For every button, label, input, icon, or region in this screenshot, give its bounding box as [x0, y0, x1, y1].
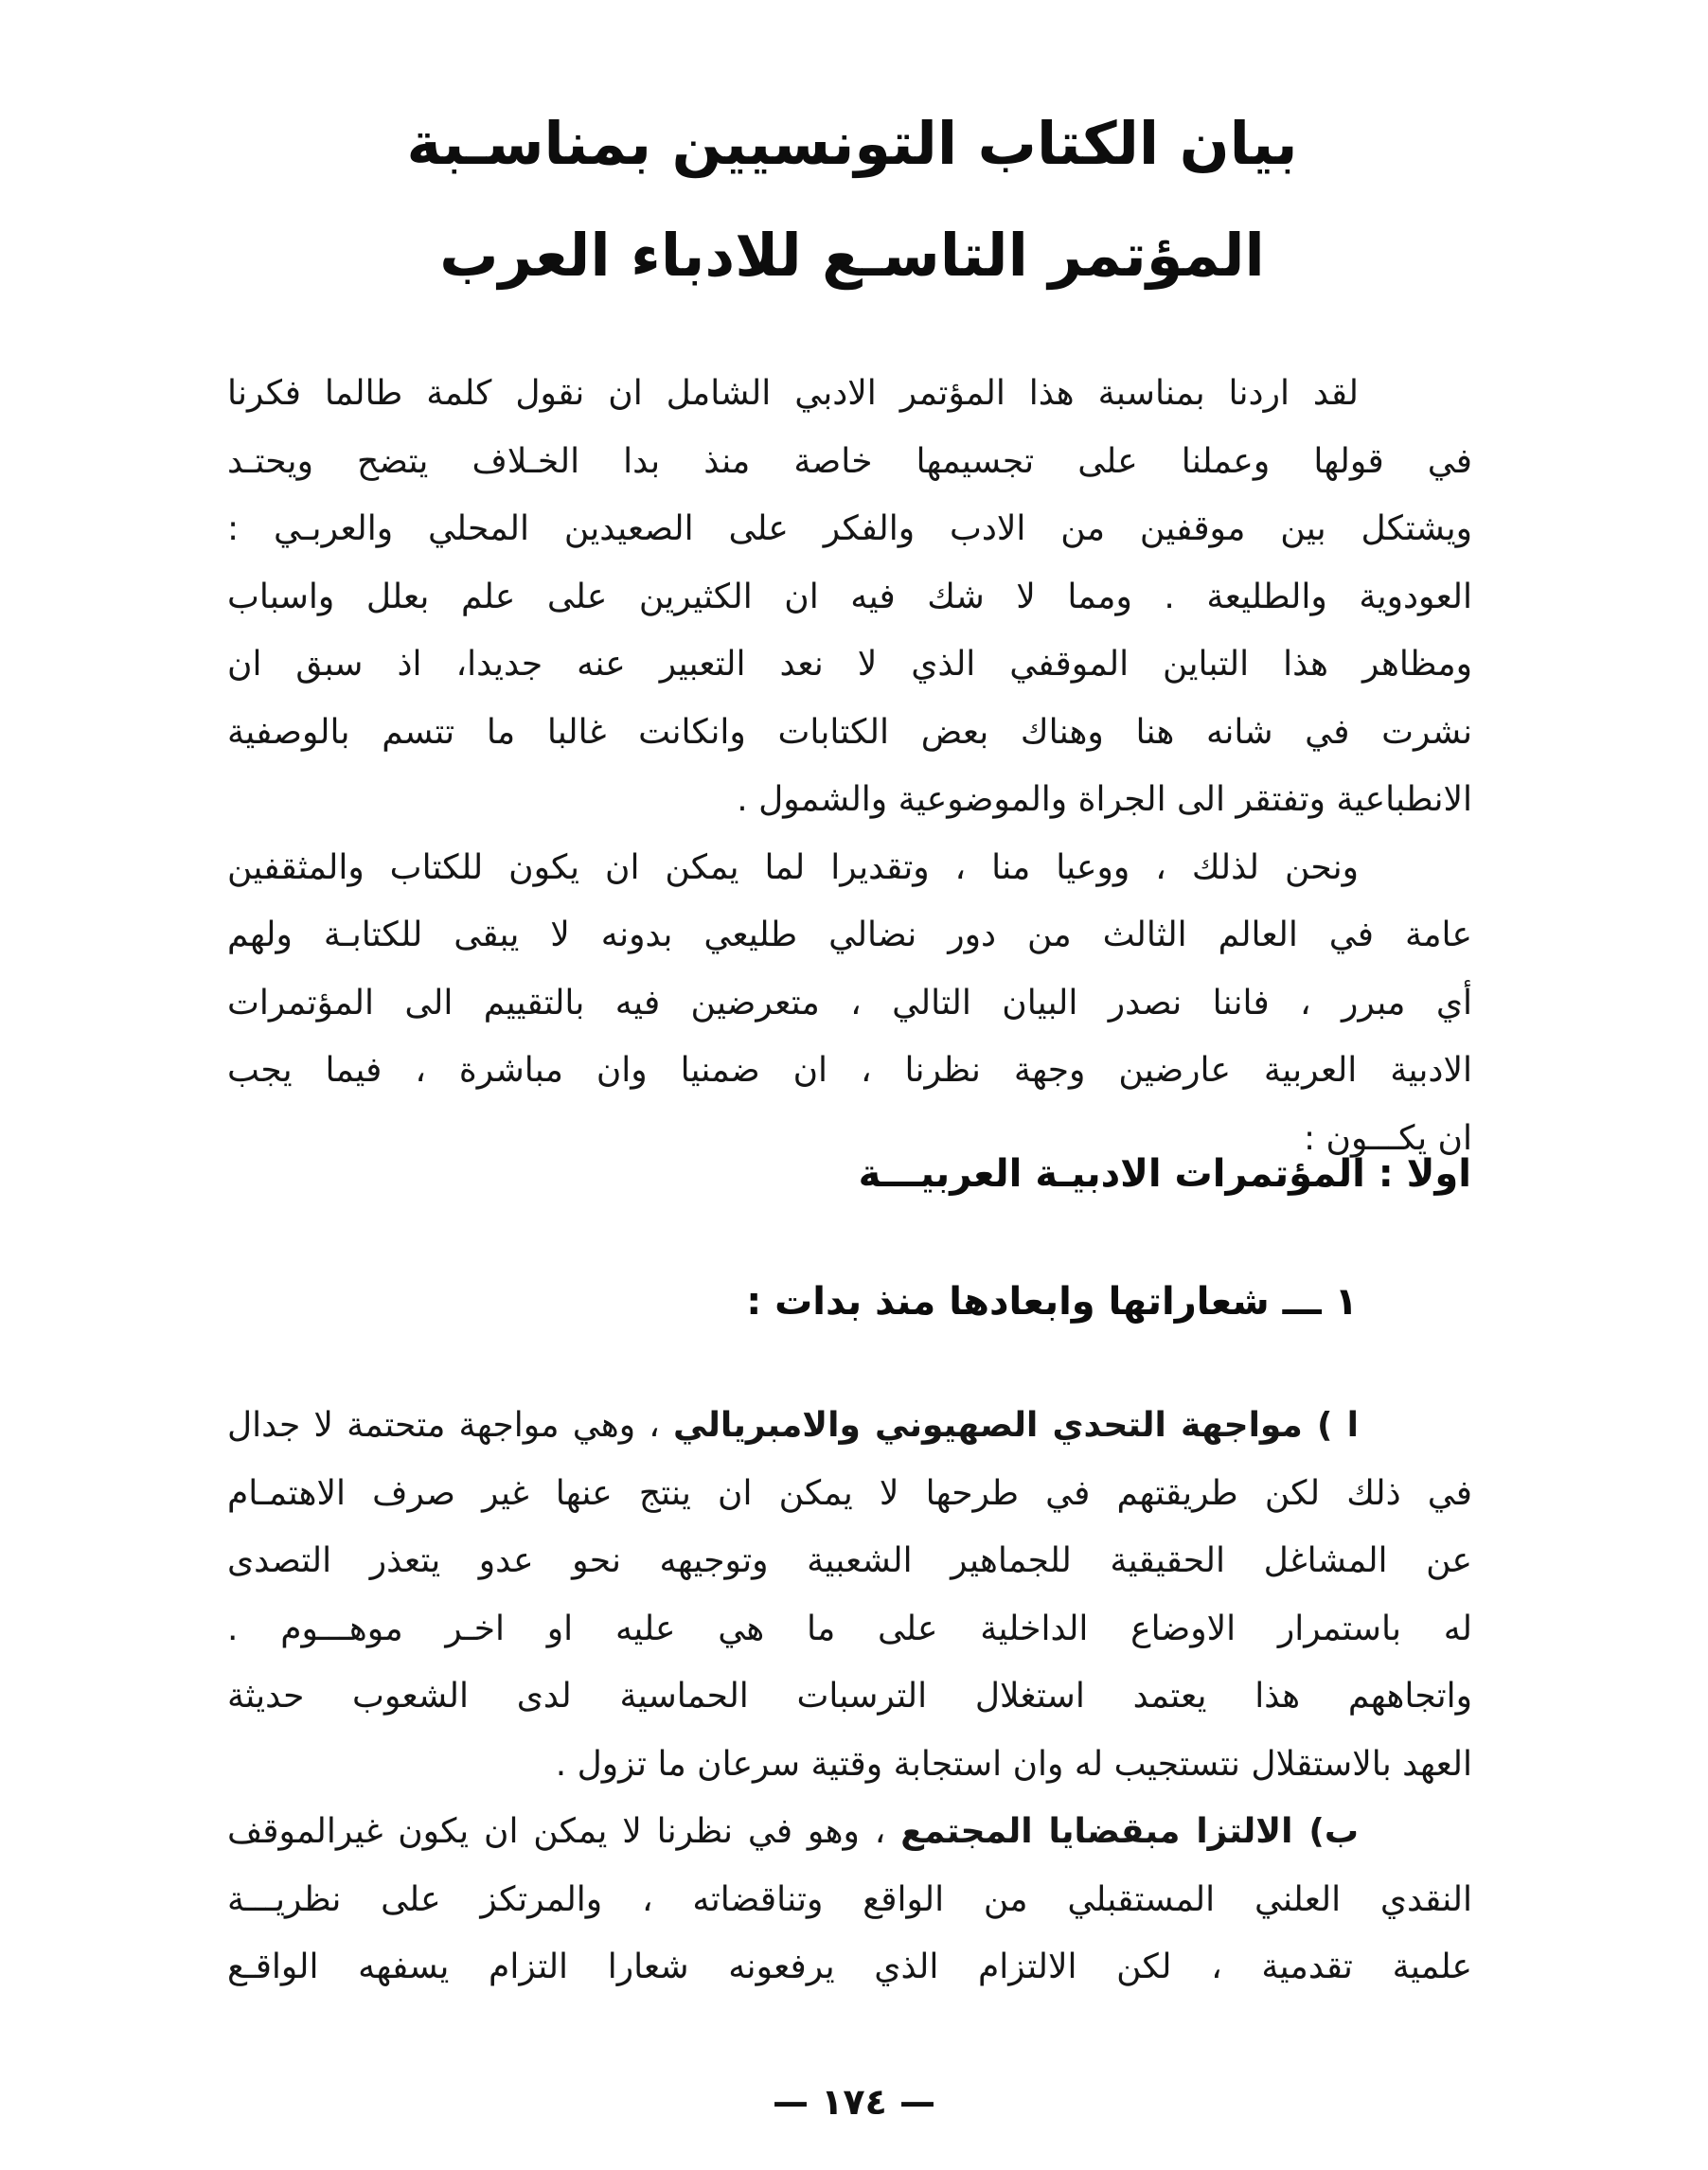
intro-line: ويشتكل بين موقفين من الادب والفكر على الصعيدين المحلي والعربـي :: [227, 509, 1472, 548]
section-b-line: النقدي العلني المستقبلي من الواقع وتناقضاته ، والمرتكز على نظريـــة: [227, 1879, 1472, 1919]
section-a-rest: ، وهي مواجهة متحتمة لا جدال: [227, 1406, 673, 1445]
intro-line: العودوية والطليعة . ومما لا شك فيه ان الكثيرين على علم بعلل واسباب: [227, 577, 1472, 616]
intro-line: ونحن لذلك ، ووعيا منا ، وتقديرا لما يمكن ان يكون للكتاب والمثقفين: [227, 847, 1359, 887]
section-b-rest: ، وهو في نظرنا لا يمكن ان يكون غيرالموقف: [227, 1812, 901, 1851]
section-b-first-line: [227, 1798, 1472, 1866]
section-b-line: علمية تقدمية ، لكن الالتزام الذي يرفعونه شعارا التزام يسفهه الواقـع: [227, 1948, 1472, 1986]
section-a-line: واتجاههم هذا يعتمد استغلال الترسبات الحماسية لدى الشعوب حديثة: [227, 1677, 1472, 1716]
intro-line: الانطباعية وتفتقر الى الجراة والموضوعية والشمول .: [737, 780, 1472, 819]
intro-line: الادبية العربية عارضين وجهة نظرنا ، ان ضمنيا وان مباشرة ، فيما يجب: [227, 1051, 1472, 1090]
section-body: [227, 1392, 1472, 2001]
intro-line: أي مبرر ، فاننا نصدر البيان التالي ، متعرضين فيه بالتقييم الى المؤتمرات: [227, 983, 1472, 1023]
intro-paragraphs: [227, 360, 1472, 1172]
section-heading-1: اولا : المؤتمرات الادبيـة العربيـــة: [858, 1152, 1471, 1196]
intro-line: في قولها وعملنا على تجسيمها خاصة منذ بدا الخـلاف يتضح ويحتـد: [227, 441, 1472, 481]
section-a-first-line: [227, 1392, 1472, 1460]
intro-line: ان يكـــون :: [1303, 1118, 1472, 1158]
section-a-line: عن المشاغل الحقيقية للجماهير الشعبية وتوجيهه نحو عدو يتعذر التصدى: [227, 1541, 1472, 1580]
section-a-line: له باستمرار الاوضاع الداخلية على ما هي عليه او اخـر موهـــوم .: [227, 1609, 1472, 1648]
section-a-lead: ا ) مواجهة التحدي الصهيوني والامبريالي: [672, 1406, 1359, 1445]
page-number: — ١٧٤ —: [772, 2081, 936, 2123]
intro-line: نشرت في شانه هنا وهناك بعض الكتابات وانكانت غالبا ما تتسم بالوصفية: [227, 712, 1472, 752]
section-a-line: العهد بالاستقلال نتستجيب له وان استجابة وقتية سرعان ما تزول .: [555, 1744, 1472, 1784]
intro-line: ومظاهر هذا التباين الموقفي الذي لا نعد التعبير عنه جديدا، اذ سبق ان: [227, 645, 1472, 684]
title-line-2: المؤتمر التاسـع للادباء العرب: [439, 221, 1265, 290]
intro-line: عامة في العالم الثالث من دور نضالي طليعي بدونه لا يبقى للكتابـة ولهم: [227, 916, 1472, 954]
section-heading-2: ١ ـــ شعاراتها وابعادها منذ بدات :: [746, 1280, 1358, 1324]
section-a-line: في ذلك لكن طريقتهم في طرحها لا يمكن ان ينتج عنها غير صرف الاهتمـام: [227, 1473, 1472, 1513]
intro-line: لقد اردنا بمناسبة هذا المؤتمر الادبي الشامل ان نقول كلمة طالما فكرنا: [227, 374, 1359, 413]
section-b-lead: ب) الالتزا مبقضايا المجتمع: [900, 1812, 1359, 1851]
title-line-1: بيان الكتاب التونسيين بمناسـبة: [406, 109, 1298, 178]
